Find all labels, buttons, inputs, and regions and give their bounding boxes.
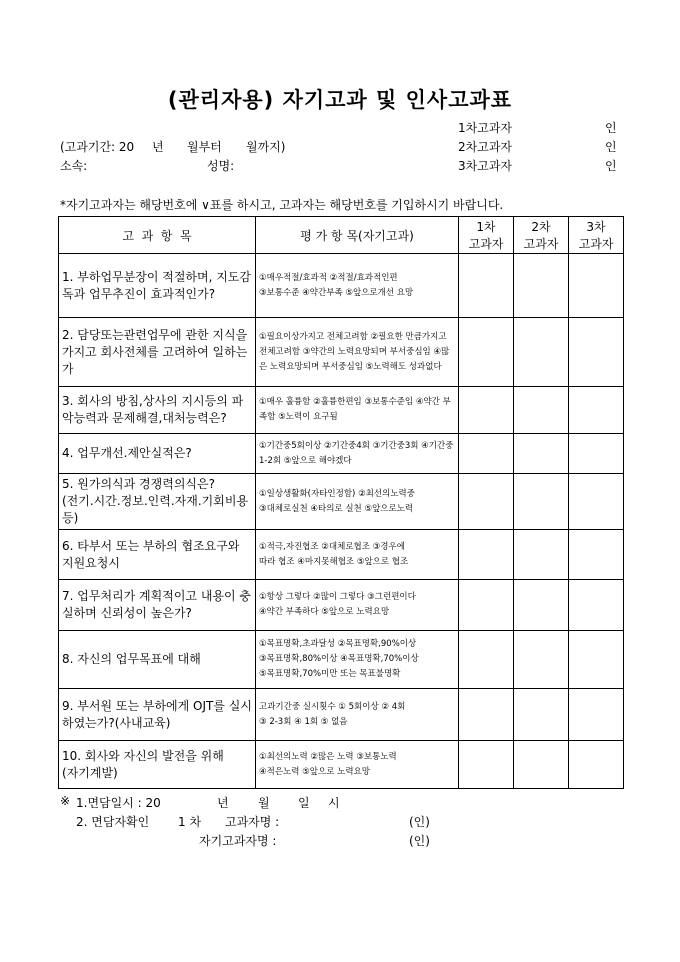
eval1-cell[interactable] xyxy=(459,689,514,741)
eval1-cell[interactable] xyxy=(459,530,514,580)
criteria-cell: ①목표명확,초과달성 ②목표명확,90%이상 ③목표명확,80%이상 ④목표명확,70%이상 ⑤목표명확,70%미만 또는 목표불명확 xyxy=(256,631,459,689)
period-label: (고과기간: 20 xyxy=(60,140,135,154)
eval2-cell[interactable] xyxy=(514,318,569,387)
eval1-cell[interactable] xyxy=(459,631,514,689)
table-row xyxy=(59,434,624,474)
eval2-cell[interactable] xyxy=(514,474,569,530)
col-header-eval2-line2: 고과자 xyxy=(523,237,559,251)
col-header-eval1-line1: 1차 xyxy=(476,220,496,234)
eval1-cell[interactable] xyxy=(459,474,514,530)
table-row xyxy=(59,318,624,387)
self-evaluator-name-label: 자기고과자명 : xyxy=(199,834,277,848)
table-row xyxy=(59,741,624,789)
eval2-cell[interactable] xyxy=(514,387,569,434)
period-month-to: 월까지) xyxy=(246,140,286,154)
criteria-cell: ①매우적절/효과적 ②적절/효과적인편 ③보통수준 ④약간부족 ⑤앞으로개선 요망 xyxy=(256,254,459,318)
item-cell: 9. 부서원 또는 부하에게 OJT를 실시하였는가?(사내교육) xyxy=(59,689,256,741)
item-cell: 1. 부하업무분장이 적절하며, 지도감독과 업무추진이 효과적인가? xyxy=(59,254,256,318)
interview-date-label: 1.면담일시 : 20 xyxy=(76,796,161,810)
eval3-cell[interactable] xyxy=(569,580,624,631)
table-row xyxy=(59,387,624,434)
evaluation-table xyxy=(58,216,624,789)
interview-year: 년 xyxy=(217,796,229,810)
interview-hour: 시 xyxy=(328,796,340,810)
eval2-cell[interactable] xyxy=(514,741,569,789)
eval3-cell[interactable] xyxy=(569,434,624,474)
evaluator-2-label: 2차고과자 xyxy=(458,140,513,154)
evaluator-1-seal: 인 xyxy=(605,121,617,135)
table-row xyxy=(59,631,624,689)
criteria-cell: ①일상생활화(자타인정함) ②최선의노력중 ③대체로실천 ④타의로 실천 ⑤앞으로노력 xyxy=(256,474,459,530)
table-header-row xyxy=(59,217,624,254)
evaluator-2-seal: 인 xyxy=(605,140,617,154)
criteria-cell: ①적극,자진협조 ②대체로협조 ③경우에 따라 협조 ④마지못해협조 ⑤앞으로 협조 xyxy=(256,530,459,580)
item-cell: 6. 타부서 또는 부하의 협조요구와 지원요청시 xyxy=(59,530,256,580)
col-header-eval2 xyxy=(514,217,569,254)
eval3-cell[interactable] xyxy=(569,387,624,434)
item-cell: 10. 회사와 자신의 발전을 위해 (자기계발) xyxy=(59,741,256,789)
eval2-cell[interactable] xyxy=(514,631,569,689)
eval3-cell[interactable] xyxy=(569,631,624,689)
col-header-eval1 xyxy=(459,217,514,254)
eval2-cell[interactable] xyxy=(514,530,569,580)
page-title: (관리자용) 자기고과 및 인사고과표 xyxy=(167,88,513,112)
col-header-eval3-line2: 고과자 xyxy=(578,237,614,251)
col-header-item: 고 과 항 목 xyxy=(59,217,256,254)
criteria-cell: ①필요이상가지고 전체고려함 ②필요한 만큼가지고 전체고려함 ③약간의 노력요망되며 부서중심임 ④많은 노력요망되며 부서중심임 ⑤노력해도 성과없다 xyxy=(256,318,459,387)
item-cell: 5. 원가의식과 경쟁력의식은? (전기.시간.정보.인력.자재.기회비용등) xyxy=(59,474,256,530)
eval2-cell[interactable] xyxy=(514,434,569,474)
evaluator-1-label: 1차고과자 xyxy=(458,121,513,135)
criteria-cell: ①항상 그렇다 ②많이 그렇다 ③그런편이다 ④약간 부족하다 ⑤앞으로 노력요망 xyxy=(256,580,459,631)
col-header-eval1-line2: 고과자 xyxy=(468,237,504,251)
eval2-cell[interactable] xyxy=(514,689,569,741)
eval3-cell[interactable] xyxy=(569,689,624,741)
eval2-cell[interactable] xyxy=(514,254,569,318)
eval3-cell[interactable] xyxy=(569,318,624,387)
item-cell: 7. 업무처리가 계획적이고 내용이 충실하며 신뢰성이 높은가? xyxy=(59,580,256,631)
col-header-eval2-line1: 2차 xyxy=(531,220,551,234)
col-header-criteria: 평 가 항 목(자기고과) xyxy=(256,217,459,254)
eval3-cell[interactable] xyxy=(569,254,624,318)
evaluator-name-label: 고과자명 : xyxy=(225,815,280,829)
eval3-cell[interactable] xyxy=(569,474,624,530)
instruction-text: *자기고과자는 해당번호에 ∨표를 하시고, 고과자는 해당번호를 기입하시기 바랍니다. xyxy=(60,198,504,212)
eval2-cell[interactable] xyxy=(514,580,569,631)
table-row xyxy=(59,689,624,741)
dept-label: 소속: xyxy=(60,159,88,173)
eval3-cell[interactable] xyxy=(569,530,624,580)
name-label: 성명: xyxy=(207,159,235,173)
criteria-cell: ①기간중5회이상 ②기간중4회 ③기간중3회 ④기간중1-2회 ⑤앞으로 해야겠다 xyxy=(256,434,459,474)
table-row xyxy=(59,580,624,631)
self-evaluator-seal: (인) xyxy=(409,834,430,848)
item-cell: 3. 회사의 방침,상사의 지시등의 파악능력과 문제해결,대처능력은? xyxy=(59,387,256,434)
col-header-eval3 xyxy=(569,217,624,254)
evaluator-3-label: 3차고과자 xyxy=(458,159,513,173)
evaluator-3-seal: 인 xyxy=(605,159,617,173)
eval1-cell[interactable] xyxy=(459,434,514,474)
interviewer-confirm-label: 2. 면담자확인 xyxy=(76,815,150,829)
period-year: 년 xyxy=(152,140,164,154)
eval1-cell[interactable] xyxy=(459,580,514,631)
eval1-cell[interactable] xyxy=(459,254,514,318)
footer-mark: ※ xyxy=(60,794,71,808)
evaluator-seal: (인) xyxy=(409,815,430,829)
table-row xyxy=(59,530,624,580)
criteria-cell: ①매우 훌륭함 ②훌륭한편임 ③보통수준임 ④약간 부족함 ⑤노력이 요구됨 xyxy=(256,387,459,434)
criteria-cell: ①최선의노력 ②많은 노력 ③보통노력 ④적은노력 ⑤앞으로 노력요망 xyxy=(256,741,459,789)
item-cell: 8. 자신의 업무목표에 대해 xyxy=(59,631,256,689)
item-cell: 2. 담당또는관련업무에 관한 지식을 가지고 회사전체를 고려하여 일하는가 xyxy=(59,318,256,387)
item-cell: 4. 업무개선.제안실적은? xyxy=(59,434,256,474)
interview-day: 일 xyxy=(298,796,310,810)
interviewer-rank: 1 차 xyxy=(178,815,202,829)
table-row xyxy=(59,254,624,318)
eval1-cell[interactable] xyxy=(459,741,514,789)
eval3-cell[interactable] xyxy=(569,741,624,789)
interview-month: 월 xyxy=(258,796,270,810)
table-row xyxy=(59,474,624,530)
eval1-cell[interactable] xyxy=(459,318,514,387)
col-header-eval3-line1: 3차 xyxy=(586,220,606,234)
eval1-cell[interactable] xyxy=(459,387,514,434)
criteria-cell: 고과기간중 실시횟수 ① 5회이상 ② 4회 ③ 2-3회 ④ 1회 ⑤ 없음 xyxy=(256,689,459,741)
period-month-from: 월부터 xyxy=(187,140,222,154)
